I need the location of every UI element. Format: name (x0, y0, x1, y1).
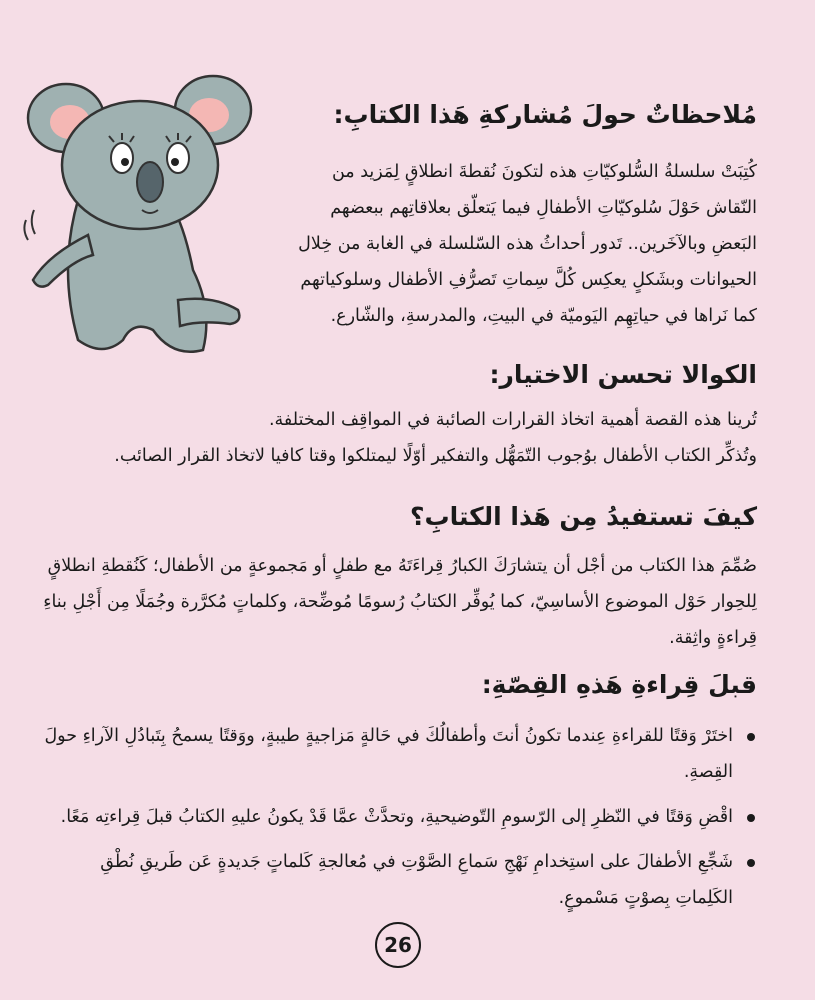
text-line: الحيوانات وبشَكلٍ يعكِس كُلَّ سِماتِ تَصرُّفِ الأطفال وسلوكياتهم (300, 270, 757, 290)
page-number: 26 (375, 922, 421, 968)
text-line: تُرينا هذه القصة أهمية اتخاذ القرارات الصائبة في المواقِف المختلفة. (268, 410, 757, 430)
list-item: اقْضِ وَقتًا في النّظرِ إلى الرّسومِ التّوضيحيةِ، وتحدَّثْ عمَّا قَدْ يكونُ عليهِ الكتابُ قبلَ قِراءتِه مَعًا. (40, 799, 757, 835)
text-line: صُمِّمَ هذا الكتاب من أجْل أن يتشارَكَ الكبارُ قِراءَتَهُ مع طفلٍ أو مَجموعةٍ من الأطفال؛ كَنُقطةِ انطلاقٍ (47, 556, 757, 576)
notes-paragraph (298, 154, 757, 334)
usage-paragraph (43, 548, 757, 656)
section-title-before-reading: قبلَ قِراءةِ هَذهِ القِصّةِ: (481, 670, 757, 699)
list-item: اختَرْ وَقتًا للقراءةِ عِندما تكونُ أنتَ وأطفالُكَ في حَالةٍ مَزاجيةٍ طيبةٍ، ووَقتًا يسمحُ بِتَبادُلِ الآراءِ حولَ القِصةِ. (40, 718, 757, 790)
bullet-icon (747, 859, 755, 867)
text-line: لِلحِوار حَوْل الموضوع الأساسِيّ، كما يُوفِّر الكتابُ رُسومًا مُوضِّحة، وكلماتٍ مُكرَّرة وجُمَلًا مِن أَجْلِ بناءِ (43, 592, 757, 612)
section-title-notes: مُلاحظاتٌ حولَ مُشاركةِ هَذا الكتابِ: (333, 100, 757, 129)
text-line: النّقاش حَوْلَ سُلوكيّاتِ الأطفالِ فيما يَتعلّق بعلاقاتِهم ببعضهم (330, 198, 757, 218)
text-line: البَعضِ وبالآخَرين.. تَدور أحداثُ هذه السّلسلة في الغابة من خِلال (298, 234, 757, 254)
text-line: وتُذكِّر الكتاب الأطفال بوُجوب التّمَهُّل والتفكير أوّلًا ليمتلكوا وقتا كافيا لاتخاذ القرار الصائب. (114, 446, 757, 466)
tips-list (40, 718, 757, 925)
story-paragraph (114, 402, 757, 474)
text-line: كما نَراها في حياتِهِم اليَوميّة في البيتِ، والمدرسةِ، والشّارع. (330, 306, 757, 326)
bullet-icon (747, 733, 755, 741)
text-line: كُتِبَتْ سلسلةُ السُّلوكيّاتِ هذه لتكونَ نُقطةَ انطلاقٍ لِمَزيد من (331, 162, 757, 182)
bullet-icon (747, 814, 755, 822)
koala-illustration (18, 70, 258, 370)
section-title-story: الكوالا تحسن الاختيار: (489, 360, 757, 389)
text-line: قِراءةٍ واثِقة. (669, 628, 757, 648)
section-title-usage: كيفَ تستفيدُ مِن هَذا الكتابِ؟ (409, 502, 757, 531)
list-item: شَجِّعِ الأطفالَ على استِخدامِ نَهْجِ سَماعِ الصَّوْتِ في مُعالجةِ كَلماتٍ جَديدةٍ عَن طَريقِ نُطْقِ الكَلِماتِ بِصوْتٍ مَسْموعٍ. (40, 844, 757, 916)
